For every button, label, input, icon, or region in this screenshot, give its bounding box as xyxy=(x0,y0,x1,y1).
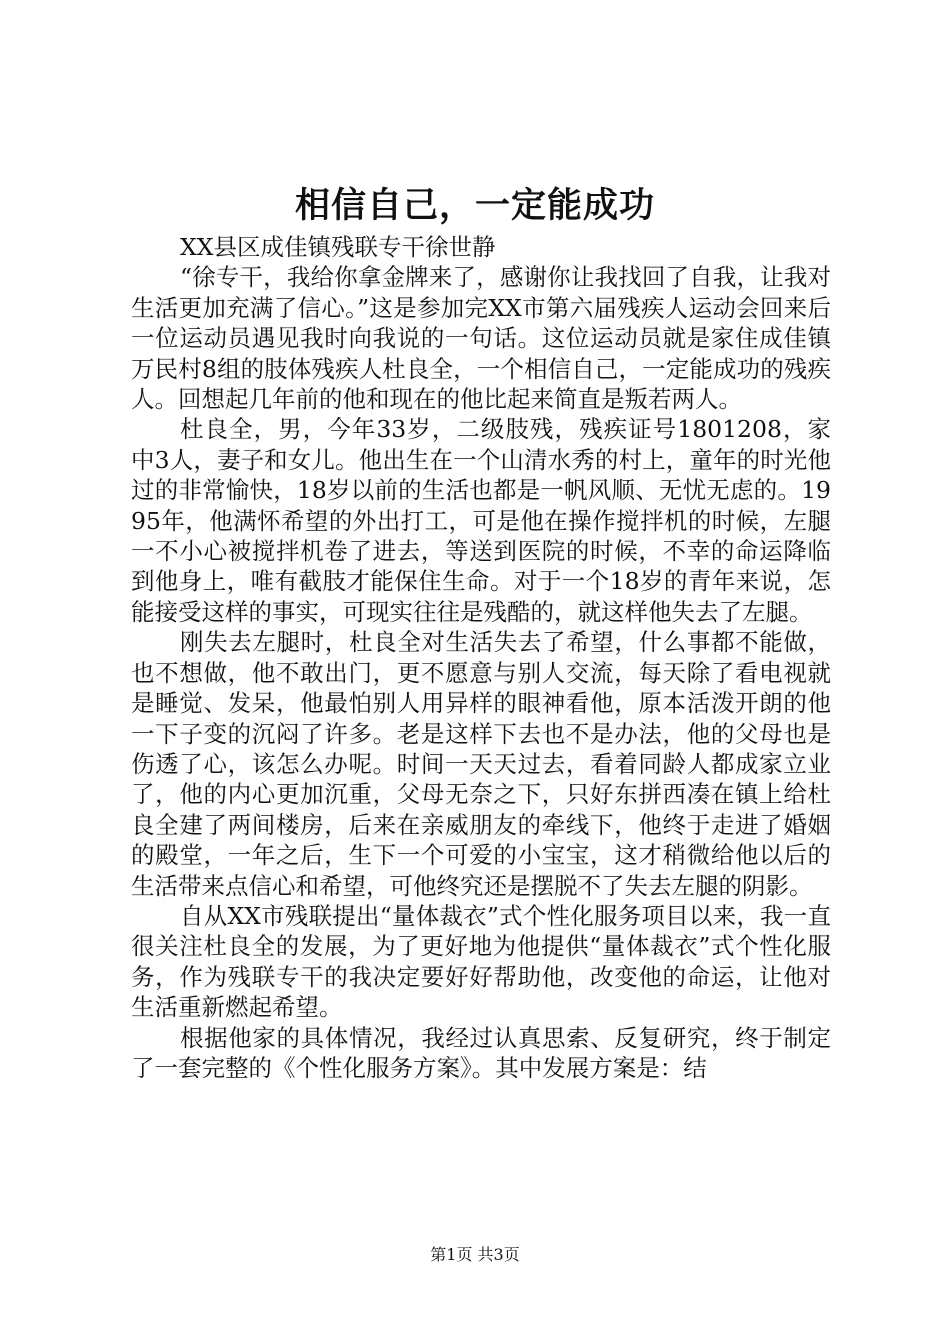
page-number-footer: 第1页 共3页 xyxy=(430,1245,520,1264)
paragraph-3: 刚失去左腿时，杜良全对生活失去了希望，什么事都不能做，也不想做，他不敢出门，更不愿意与别人交流，每天除了看电视就是睡觉、发呆，他最怕别人用异样的眼神看他，原本活泼开朗的他一下子变的沉闷了许多。老是这样下去也不是办法，他的父母也是伤透了心，该怎么办呢。时间一天天过去，看着同龄人都成家立业了，他的内心更加沉重，父母无奈之下，只好东拼西凑在镇上给杜良全建了两间楼房，后来在亲威朋友的牵线下，他终于走进了婚姻的殿堂，一年之后，生下一个可爱的小宝宝，这才稍微给他以后的生活带来点信心和希望，可他终究还是摆脱不了失去左腿的阴影。 xyxy=(131,628,831,900)
paragraph-2: 杜良全，男，今年33岁，二级肢残，残疾证号1801208，家中3人，妻子和女儿。他出生在一个山清水秀的村上，童年的时光他过的非常愉快，18岁以前的生活也都是一帆风顺、无忧无虑的。1995年，他满怀希望的外出打工，可是他在操作搅拌机的时候，左腿一不小心被搅拌机卷了进去，等送到医院的时候，不幸的命运降临到他身上，唯有截肢才能保住生命。对于一个18岁的青年来说，怎能接受这样的事实，可现实往往是残酷的，就这样他失去了左腿。 xyxy=(131,415,831,626)
document-title: 相信自己，一定能成功 xyxy=(294,186,655,226)
paragraph-1: “徐专干，我给你拿金牌来了，感谢你让我找回了自我，让我对生活更加充满了信心。”这是参加完XX市第六届残疾人运动会回来后一位运动员遇见我时向我说的一句话。这位运动员就是家住成佳镇万民村8组的肢体残疾人杜良全，一个相信自己，一定能成功的残疾人。回想起几年前的他和现在的他比起来简直是叛若两人。 xyxy=(131,263,831,414)
author-byline: XX县区成佳镇残联专干徐世静 xyxy=(180,233,496,261)
paragraph-4: 自从XX市残联提出“量体裁衣”式个性化服务项目以来，我一直很关注杜良全的发展，为了更好地为他提供“量体裁衣”式个性化服务，作为残联专干的我决定要好好帮助他，改变他的命运，让他对生活重新燃起希望。 xyxy=(131,901,831,1022)
paragraph-5: 根据他家的具体情况，我经过认真思索、反复研究，终于制定了一套完整的《个性化服务方案》。其中发展方案是：结 xyxy=(131,1023,831,1082)
document-body xyxy=(131,232,831,1083)
